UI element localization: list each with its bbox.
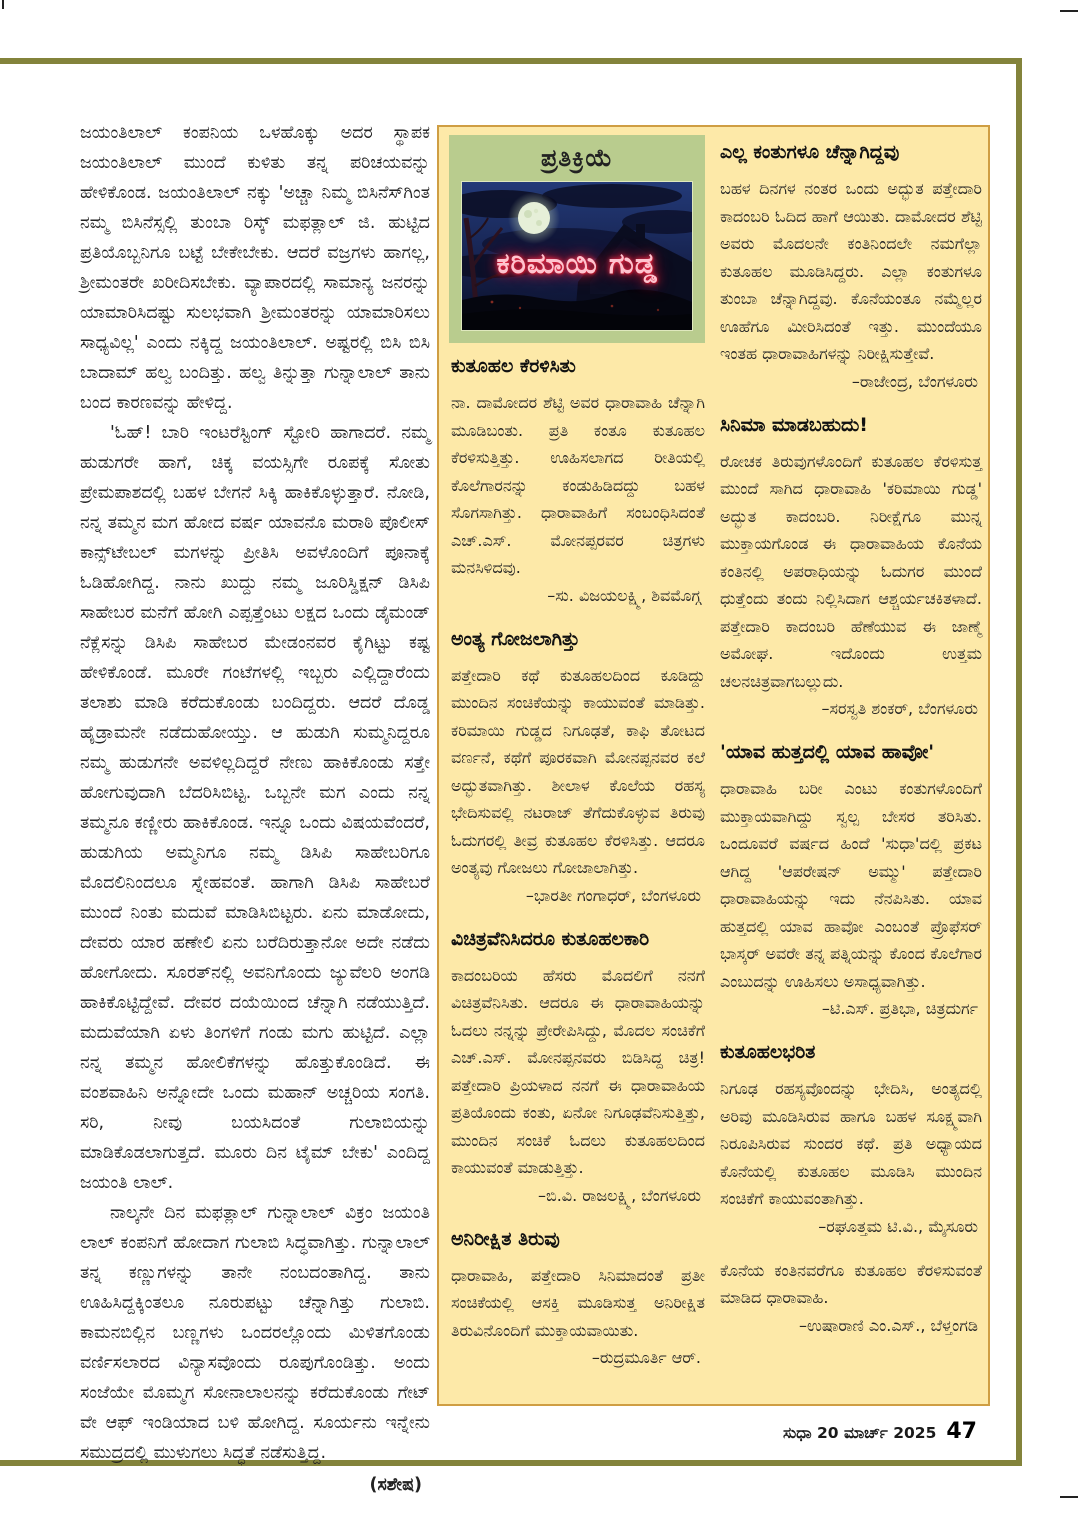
letter (451, 626, 705, 909)
letters-column-right (720, 139, 982, 1356)
letter-body: ಬಹಳ ದಿನಗಳ ನಂತರ ಒಂದು ಅದ್ಭುತ ಪತ್ತೇದಾರಿ ಕಾದಂಬರಿ ಓದಿದ ಹಾಗೆ ಆಯಿತು. ದಾಮೋದರ ಶೆಟ್ಟಿ ಅವರು ಮೊದಲನೇ ಕಂತಿನಿಂದಲೇ ನಮಗೆಲ್ಲಾ ಕುತೂಹಲ ಮೂಡಿಸಿದ್ದರು. ಎಲ್ಲಾ ಕಂತುಗಳೂ ತುಂಬಾ ಚೆನ್ನಾಗಿದ್ದವು. ಕೊನೆಯಂತೂ ನಮ್ಮೆಲ್ಲರ ಊಹೆಗೂ ಮೀರಿಸಿದಂತೆ ಇತ್ತು. ಮುಂದೆಯೂ ಇಂತಹ ಧಾರಾವಾಹಿಗಳನ್ನು ನಿರೀಕ್ಷಿಸುತ್ತೇವೆ. (720, 179, 982, 363)
feedback-section-title: ಪ್ರತಿಕ್ರಿಯೆ (540, 144, 614, 172)
letter-heading: ಸಿನಿಮಾ ಮಾಡಬಹುದು! (720, 413, 868, 436)
letter-signature: –ರುದ್ರಮೂರ್ತಿ ಆರ್. (591, 1348, 701, 1367)
story-paragraph: 'ಓಹ್! ಬಾರಿ ಇಂಟರೆಸ್ಟಿಂಗ್ ಸ್ಟೋರಿ ಹಾಗಾದರೆ. ನಮ್ಮ ಹುಡುಗರೇ ಹಾಗೆ, ಚಿಕ್ಕ ವಯಸ್ಸಿಗೇ ರೂಪಕ್ಕೆ ಸೋತು ಪ್ರೇಮಪಾಶದಲ್ಲಿ ಬಹಳ ಬೇಗನೆ ಸಿಕ್ಕಿ ಹಾಕಿಕೊಳ್ಳುತ್ತಾರೆ. ನೋಡಿ, ನನ್ನ ತಮ್ಮನ ಮಗ ಹೋದ ವರ್ಷ ಯಾವನೊ ಮರಾಠಿ ಪೊಲೀಸ್ ಕಾನ್ಸ್‌ಟೇಬಲ್ ಮಗಳನ್ನು ಪ್ರೀತಿಸಿ ಅವಳೊಂದಿಗೆ ಪೂನಾಕ್ಕೆ ಓಡಿಹೋಗಿದ್ದ. ನಾನು ಖುದ್ದು ನಮ್ಮ ಜೂರಿಸ್ಡಿಕ್ಷನ್ ಡಿಸಿಪಿ ಸಾಹೇಬರ ಮನೆಗೆ ಹೋಗಿ ಎಪ್ಪತ್ತೆಂಟು ಲಕ್ಷದ ಒಂದು ಡೈಮಂಡ್ ನೆಕ್ಲೆಸನ್ನು ಡಿಸಿಪಿ ಸಾಹೇಬರ ಮೇಡಂನವರ ಕೈಗಿಟ್ಟು ಕಷ್ಟ ಹೇಳಿಕೊಂಡೆ. ಮೂರೇ ಗಂಟೆಗಳಲ್ಲಿ ಇಬ್ಬರು ಎಲ್ಲಿದ್ದಾರೆಂದು ತಲಾಶು ಮಾಡಿ ಕರೆದುಕೊಂಡು ಬಂದಿದ್ದರು. ಆದರೆ ದೊಡ್ಡ ಹೈಡ್ರಾಮನೇ ನಡೆದುಹೋಯ್ತು. ಆ ಹುಡುಗಿ ಸುಮ್ಮನಿದ್ದರೂ ನಮ್ಮ ಹುಡುಗನೇ ಅವಳಿಲ್ಲದಿದ್ದರೆ ನೇಣು ಹಾಕಿಕೊಂಡು ಸತ್ತೇ ಹೋಗುವುದಾಗಿ ಬೆದರಿಸಿಬಿಟ್ಟ. ಒಬ್ಬನೇ ಮಗ ಎಂದು ನನ್ನ ತಮ್ಮನೂ ಕಣ್ಣೀರು ಹಾಕಿಕೊಂಡ. ಇನ್ನೂ ಒಂದು ವಿಷಯವೆಂದರೆ, ಹುಡುಗಿಯ ಅಮ್ಮನಿಗೂ ನಮ್ಮ ಡಿಸಿಪಿ ಸಾಹೇಬರಿಗೂ ಮೊದಲಿನಿಂದಲೂ ಸ್ನೇಹವಂತೆ. ಹಾಗಾಗಿ ಡಿಸಿಪಿ ಸಾಹೇಬರೆ ಮುಂದೆ ನಿಂತು ಮದುವೆ ಮಾಡಿಸಿಬಿಟ್ಟರು. ಏನು ಮಾಡೋದು, ದೇವರು ಯಾರ ಹಣೇಲಿ ಏನು ಬರೆದಿರುತ್ತಾನೋ ಅದೇ ನಡೆದು ಹೋಗೋದು. ಸೂರತ್‌ನಲ್ಲಿ ಅವನಿಗೊಂದು ಜ್ಯುವೆಲರಿ ಅಂಗಡಿ ಹಾಕಿಕೊಟ್ಟಿದ್ದೇವೆ. ದೇವರ ದಯೆಯಿಂದ ಚೆನ್ನಾಗಿ ನಡೆಯುತ್ತಿದೆ. ಮದುವೆಯಾಗಿ ಏಳು ತಿಂಗಳಿಗೆ ಗಂಡು ಮಗು ಹುಟ್ಟಿದೆ. ಎಲ್ಲಾ ನನ್ನ ತಮ್ಮನ ಹೋಲಿಕೆಗಳನ್ನು ಹೊತ್ತುಕೊಂಡಿದೆ. ಈ ವಂಶವಾಹಿನಿ ಅನ್ನೋದೇ ಒಂದು ಮಹಾನ್ ಅಚ್ಚರಿಯ ಸಂಗತಿ. ಸರಿ, ನೀವು ಬಯಸಿದಂತೆ ಗುಲಾಬಿಯನ್ನು ಮಾಡಿಕೊಡಲಾಗುತ್ತದೆ. ಮೂರು ದಿನ ಟೈಮ್ ಬೇಕು' ಎಂದಿದ್ದ ಜಯಂತಿ ಲಾಲ್. (80, 423, 430, 1193)
feedback-panel (437, 125, 990, 1406)
letter-signature: –ರಾಜೇಂದ್ರ, ಬೆಂಗಳೂರು (851, 371, 978, 391)
letter-signature: –ಬಿ.ವಿ. ರಾಜಲಕ್ಷ್ಮಿ, ಬೆಂಗಳೂರು (537, 1185, 701, 1205)
letter-body: ಕೊನೆಯ ಕಂತಿನವರೆಗೂ ಕುತೂಹಲ ಕೆರಳಿಸುವಂತೆ ಮಾಡಿದ ಧಾರಾವಾಹಿ. (720, 1260, 982, 1307)
letter-body: ನಿಗೂಢ ರಹಸ್ಯವೊಂದನ್ನು ಭೇದಿಸಿ, ಅಂತ್ಯದಲ್ಲಿ ಅರಿವು ಮೂಡಿಸಿರುವ ಹಾಗೂ ಬಹಳ ಸೂಕ್ಷ್ಮವಾಗಿ ನಿರೂಪಿಸಿರುವ ಸುಂದರ ಕಥೆ. ಪ್ರತಿ ಅಧ್ಯಾಯದ ಕೊನೆಯಲ್ಲಿ ಕುತೂಹಲ ಮೂಡಿಸಿ ಮುಂದಿನ ಸಂಚಿಕೆಗೆ ಕಾಯುವಂತಾಗಿತ್ತು. (720, 1079, 982, 1208)
letter-body: ಕಾದಂಬರಿಯ ಹೆಸರು ಮೊದಲಿಗೆ ನನಗೆ ವಿಚಿತ್ರವೆನಿಸಿತು. ಆದರೂ ಈ ಧಾರಾವಾಹಿಯನ್ನು ಓದಲು ನನ್ನನ್ನು ಪ್ರೇರೇಪಿಸಿದ್ದು, ಮೊದಲ ಸಂಚಿಕೆಗೆ ಎಚ್.ಎಸ್. ಮೋನಪ್ಪನವರು ಬಿಡಿಸಿದ್ದ ಚಿತ್ರ! ಪತ್ತೇದಾರಿ ಪ್ರಿಯಳಾದ ನನಗೆ ಈ ಧಾರಾವಾಹಿಯ ಪ್ರತಿಯೊಂದು ಕಂತು, ಏನೋ ನಿಗೂಢವೆನಿಸುತ್ತಿತ್ತು, ಮುಂದಿನ ಸಂಚಿಕೆ ಓದಲು ಕುತೂಹಲದಿಂದ ಕಾಯುವಂತೆ ಮಾಡುತ್ತಿತ್ತು. (451, 965, 705, 1177)
story-paragraph: ಜಯಂತಿಲಾಲ್ ಕಂಪನಿಯ ಒಳಹೊಕ್ಕು ಅದರ ಸ್ಥಾಪಕ ಜಯಂತಿಲಾಲ್ ಮುಂದೆ ಕುಳಿತು ತನ್ನ ಪರಿಚಯವನ್ನು ಹೇಳಿಕೊಂಡ. ಜಯಂತಿಲಾಲ್ ನಕ್ಕು 'ಅಚ್ಚಾ ನಿಮ್ಮ ಬಿಸಿನೆಸ್‌ಗಿಂತ ನಮ್ಮ ಬಿಸಿನೆಸ್ಸಲ್ಲಿ ತುಂಬಾ ರಿಸ್ಕ್ ಮಫತ್ಲಾಲ್ ಜಿ. ಹುಟ್ಟಿದ ಪ್ರತಿಯೊಬ್ಬನಿಗೂ ಬಟ್ಟೆ ಬೇಕೇಬೇಕು. ಆದರೆ ವಜ್ರಗಳು ಹಾಗಲ್ಲ, ಶ್ರೀಮಂತರೇ ಖರೀದಿಸಬೇಕು. ವ್ಯಾಪಾರದಲ್ಲಿ ಸಾಮಾನ್ಯ ಜನರನ್ನು ಯಾಮಾರಿಸಿದಷ್ಟು ಸುಲಭವಾಗಿ ಶ್ರೀಮಂತರನ್ನು ಯಾಮಾರಿಸಲು ಸಾಧ್ಯವಿಲ್ಲ' ಎಂದು ನಕ್ಕಿದ್ದ ಜಯಂತಿಲಾಲ್. ಅಷ್ಟರಲ್ಲಿ ಬಿಸಿ ಬಿಸಿ ಬಾದಾಮ್ ಹಲ್ವ ಬಂದಿತ್ತು. ಹಲ್ವ ತಿನ್ನುತ್ತಾ ಗುನ್ನಾಲಾಲ್ ತಾನು ಬಂದ ಕಾರಣವನ್ನು ಹೇಳಿದ್ದ. (80, 123, 430, 413)
letter-signature: –ಸರಸ್ವತಿ ಶಂಕರ್, ಬೆಂಗಳೂರು (821, 699, 978, 718)
story-paragraph: ನಾಲ್ಕನೇ ದಿನ ಮಫತ್ಲಾಲ್ ಗುನ್ನಾಲಾಲ್ ವಿಕ್ರಂ ಜಯಂತಿ ಲಾಲ್ ಕಂಪನಿಗೆ ಹೋದಾಗ ಗುಲಾಬಿ ಸಿದ್ಧವಾಗಿತ್ತು. ಗುನ್ನಾಲಾಲ್ ತನ್ನ ಕಣ್ಣುಗಳನ್ನು ತಾನೇ ನಂಬದಂತಾಗಿದ್ದ. ತಾನು ಊಹಿಸಿದ್ದಕ್ಕಿಂತಲೂ ನೂರುಪಟ್ಟು ಚೆನ್ನಾಗಿತ್ತು ಗುಲಾಬಿ. ಕಾಮನಬಿಲ್ಲಿನ ಬಣ್ಣಗಳು ಒಂದರಲ್ಲೊಂದು ಮಿಳಿತಗೊಂಡು ವರ್ಣಿಸಲಾರದ ವಿನ್ಯಾಸವೊಂದು ರೂಪುಗೊಂಡಿತ್ತು. ಅಂದು ಸಂಜೆಯೇ ಮೊಮ್ಮಗ ಸೋನಾಲಾಲನನ್ನು ಕರೆದುಕೊಂಡು ಗೇಟ್ ವೇ ಆಫ್ ಇಂಡಿಯಾದ ಬಳಿ ಹೋಗಿದ್ದ. ಸೂರ್ಯನು ಇನ್ನೇನು ಸಮುದ್ರದಲ್ಲಿ ಮುಳುಗಲು ಸಿದ್ಧತೆ ನಡೆಸುತ್ತಿದ್ದ. (80, 1203, 430, 1463)
letter-body: ರೋಚಕ ತಿರುವುಗಳೊಂದಿಗೆ ಕುತೂಹಲ ಕೆರಳಿಸುತ್ತ ಮುಂದೆ ಸಾಗಿದ ಧಾರಾವಾಹಿ 'ಕರಿಮಾಯಿ ಗುಡ್ಡ' ಅದ್ಭುತ ಕಾದಂಬರಿ. ನಿರೀಕ್ಷೆಗೂ ಮುನ್ನ ಮುಕ್ತಾಯಗೊಂಡ ಈ ಧಾರಾವಾಹಿಯ ಕೊನೆಯ ಕಂತಿನಲ್ಲಿ ಅಪರಾಧಿಯನ್ನು ಓದುಗರ ಮುಂದೆ ಧುತ್ತೆಂದು ತಂದು ನಿಲ್ಲಿಸಿದಾಗ ಆಶ್ಚರ್ಯಚಕಿತಳಾದೆ. ಪತ್ತೇದಾರಿ ಕಾದಂಬರಿ ಹೆಣೆಯುವ ಈ ಜಾಣ್ಮೆ ಅಮೋಘ. ಇದೊಂದು ಉತ್ತಮ ಚಲನಚಿತ್ರವಾಗಬಲ್ಲುದು. (720, 451, 982, 691)
letter-heading: ಕುತೂಹಲ ಕೆರಳಿಸಿತು (451, 355, 576, 377)
letter-signature: –ಉಷಾರಾಣಿ ಎಂ.ಎಸ್., ಬೆಳ್ತಂಗಡಿ (799, 1315, 978, 1335)
serial-title-text: ಕರಿಮಾಯಿ ಗುಡ್ಡ (496, 246, 658, 280)
letter-heading: ಕುತೂಹಲಭರಿತ (720, 1041, 816, 1063)
crop-mark (1060, 1496, 1078, 1498)
to-be-continued-label: (ಸಶೇಷ) (369, 1475, 422, 1495)
letter (720, 139, 982, 395)
letter-heading: 'ಯಾವ ಹುತ್ತದಲ್ಲಿ ಯಾವ ಹಾವೋ' (720, 741, 935, 763)
letter-signature: –ಟಿ.ಎಸ್. ಪ್ರತಿಭಾ, ಚಿತ್ರದುರ್ಗ (821, 999, 978, 1018)
letter-signature: –ಭಾರತೀ ಗಂಗಾಧರ್, ಬೆಂಗಳೂರು (525, 885, 701, 905)
magazine-name-date: ಸುಧಾ 20 ಮಾರ್ಚ್ 2025 (782, 1424, 937, 1442)
letter-heading: ಅಂತ್ಯ ಗೋಜಲಾಗಿತ್ತು (451, 627, 580, 650)
letter-body: ಧಾರಾವಾಹಿ, ಪತ್ತೇದಾರಿ ಸಿನಿಮಾದಂತೆ ಪ್ರತೀ ಸಂಚಿಕೆಯಲ್ಲಿ ಆಸಕ್ತಿ ಮೂಡಿಸುತ್ತ ಅನಿರೀಕ್ಷಿತ ತಿರುವಿನೊಂದಿಗೆ ಮುಕ್ತಾಯವಾಯಿತು. (451, 1265, 705, 1340)
page-number: 47 (946, 1419, 977, 1444)
story-column (80, 118, 430, 1500)
letter-signature: –ಸು. ವಿಜಯಲಕ್ಷ್ಮಿ, ಶಿವಮೊಗ್ಗ (547, 585, 701, 605)
crop-mark (2, 0, 4, 9)
letter (720, 412, 982, 723)
letter (720, 1039, 982, 1240)
crop-mark (1060, 10, 1078, 12)
letter (720, 739, 982, 1022)
letter-body: ಪತ್ತೇದಾರಿ ಕಥೆ ಕುತೂಹಲದಿಂದ ಕೂಡಿದ್ದು ಮುಂದಿನ ಸಂಚಿಕೆಯನ್ನು ಕಾಯುವಂತೆ ಮಾಡಿತ್ತು. ಕರಿಮಾಯಿ ಗುಡ್ಡದ ನಿಗೂಢತೆ, ಕಾಫಿ ತೋಟದ ವರ್ಣನೆ, ಕಥೆಗೆ ಪೂರಕವಾಗಿ ಮೋನಪ್ಪನವರ ಕಲೆ ಅದ್ಭುತವಾಗಿತ್ತು. ಶೀಲಾಳ ಕೊಲೆಯ ರಹಸ್ಯ ಭೇದಿಸುವಲ್ಲಿ ನಟರಾಜ್ ತೆಗೆದುಕೊಳ್ಳುವ ತಿರುವು ಓದುಗರಲ್ಲಿ ತೀವ್ರ ಕುತೂಹಲ ಕೆರಳಿಸಿತ್ತು. ಆದರೂ ಅಂತ್ಯವು ಗೋಜಲು ಗೋಜಾಲಾಗಿತ್ತು. (451, 665, 705, 877)
letter (720, 1257, 982, 1339)
letter (451, 926, 705, 1209)
letter-heading: ಅನಿರೀಕ್ಷಿತ ತಿರುವು (451, 1227, 560, 1250)
letter (451, 353, 705, 609)
letter-heading: ಎಲ್ಲ ಕಂತುಗಳೂ ಚೆನ್ನಾಗಿದ್ದವು (720, 141, 900, 163)
feedback-header (449, 135, 705, 343)
letter-heading: ವಿಚಿತ್ರವೆನಿಸಿದರೂ ಕುತೂಹಲಕಾರಿ (451, 927, 650, 950)
serial-title-image (462, 182, 692, 330)
letter-body: ಧಾರಾವಾಹಿ ಬರೀ ಎಂಟು ಕಂತುಗಳೊಂದಿಗೆ ಮುಕ್ತಾಯವಾಗಿದ್ದು ಸ್ವಲ್ಪ ಬೇಸರ ತರಿಸಿತು. ಒಂದೂವರೆ ವರ್ಷದ ಹಿಂದೆ 'ಸುಧಾ'ದಲ್ಲಿ ಪ್ರಕಟ ಆಗಿದ್ದ 'ಆಪರೇಷನ್ ಅಮ್ಮು' ಪತ್ತೇದಾರಿ ಧಾರಾವಾಹಿಯನ್ನು ಇದು ನೆನಪಿಸಿತು. ಯಾವ ಹುತ್ತದಲ್ಲಿ ಯಾವ ಹಾವೋ ಎಂಬಂತೆ ಪ್ರೊಫೆಸರ್ ಭಾಸ್ಕರ್ ಅವರೇ ತನ್ನ ಪತ್ನಿಯನ್ನು ಕೊಂದ ಕೊಲೆಗಾರ ಎಂಬುದನ್ನು ಊಹಿಸಲು ಅಸಾಧ್ಯವಾಗಿತ್ತು. (720, 779, 982, 991)
letter-signature: –ರಘೂತ್ತಮ ಟಿ.ವಿ., ಮೈಸೂರು (818, 1216, 978, 1236)
letter-body: ನಾ. ದಾಮೋದರ ಶೆಟ್ಟಿ ಅವರ ಧಾರಾವಾಹಿ ಚೆನ್ನಾಗಿ ಮೂಡಿಬಂತು. ಪ್ರತಿ ಕಂತೂ ಕುತೂಹಲ ಕೆರಳಿಸುತ್ತಿತ್ತು. ಊಹಿಸಲಾಗದ ರೀತಿಯಲ್ಲಿ ಕೊಲೆಗಾರನನ್ನು ಕಂಡುಹಿಡಿದದ್ದು ಬಹಳ ಸೊಗಸಾಗಿತ್ತು. ಧಾರಾವಾಹಿಗೆ ಸಂಬಂಧಿಸಿದಂತೆ ಎಚ್.ಎಸ್. ಮೋನಪ್ಪರವರ ಚಿತ್ರಗಳು ಮನಸಿಳಿದವು. (451, 393, 705, 577)
letters-column-middle (451, 353, 705, 1388)
letter (451, 1226, 705, 1372)
page-footer (783, 1419, 977, 1444)
